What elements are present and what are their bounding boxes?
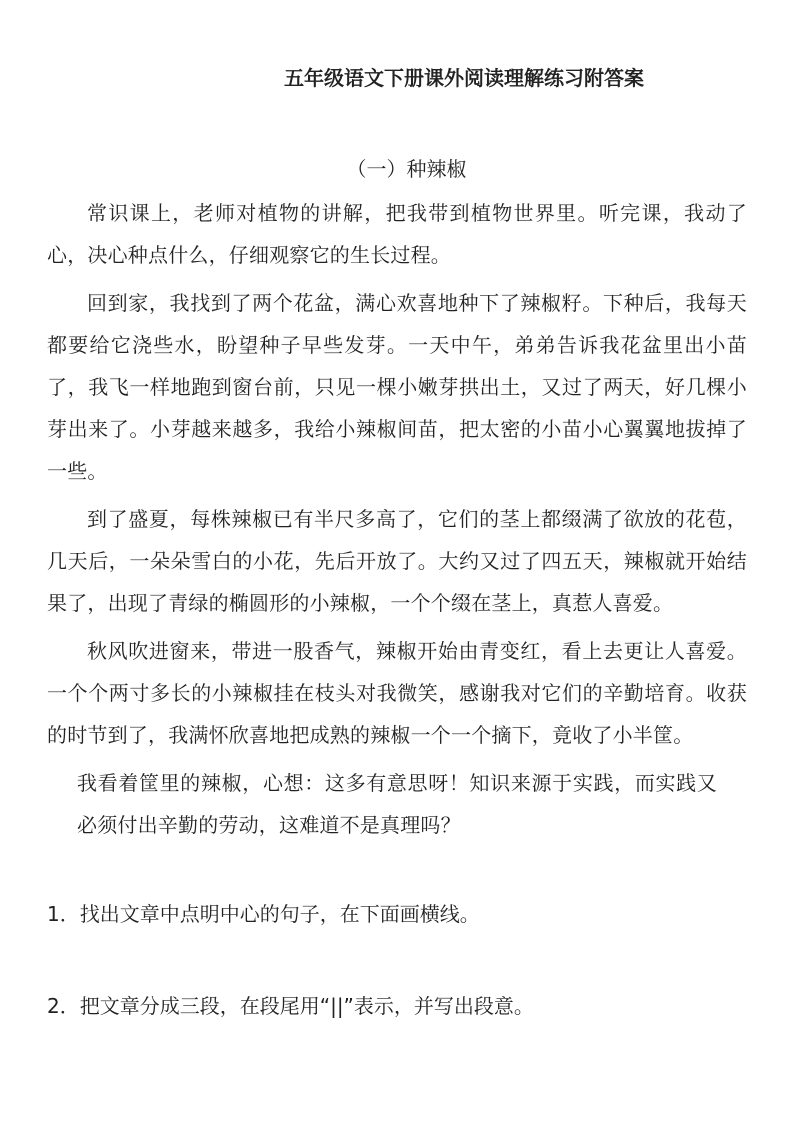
paragraph-2: 回到家，我找到了两个花盆，满心欢喜地种下了辣椒籽。下种后，我每天都要给它浇些水，盼望种子早些发芽。一天中午，弟弟告诉我花盆里出小苗了，我飞一样地跑到窗台前，只见一棵小嫩芽拱出土，又过了两天，好几棵小芽出来了。小芽越来越多，我给小辣椒间苗，把太密的小苗小心翼翼地拔掉了一些。 [47,291,747,483]
question-2: 2．把文章分成三段，在段尾用“||”表示，并写出段意。 [47,994,534,1018]
article-body [47,192,747,852]
question-1: 1．找出文章中点明中心的句子，在下面画横线。 [47,902,480,926]
paragraph-1: 常识课上，老师对植物的讲解，把我带到植物世界里。听完课，我动了心，决心种点什么，仔细观察它的生长过程。 [47,201,747,267]
paragraph-4: 秋风吹进窗来，带进一股香气，辣椒开始由青变红，看上去更让人喜爱。一个个两寸多长的小辣椒挂在枝头对我微笑，感谢我对它们的辛勤培育。收获的时节到了，我满怀欣喜地把成熟的辣椒一个一个摘下，竟收了小半筐。 [47,639,747,747]
paragraph-5: 我看着筐里的辣椒，心想：这多有意思呀！知识来源于实践，而实践又必须付出辛勤的劳动，这难道不是真理吗？ [77,771,717,837]
document-title: 五年级语文下册课外阅读理解练习附答案 [284,66,644,90]
paragraph-3: 到了盛夏，每株辣椒已有半尺多高了，它们的茎上都缀满了欲放的花苞，几天后，一朵朵雪白的小花，先后开放了。大约又过了四五天，辣椒就开始结果了，出现了青绿的椭圆形的小辣椒，一个个缀在茎上，真惹人喜爱。 [47,507,747,615]
section-title: （一）种辣椒 [346,157,467,181]
